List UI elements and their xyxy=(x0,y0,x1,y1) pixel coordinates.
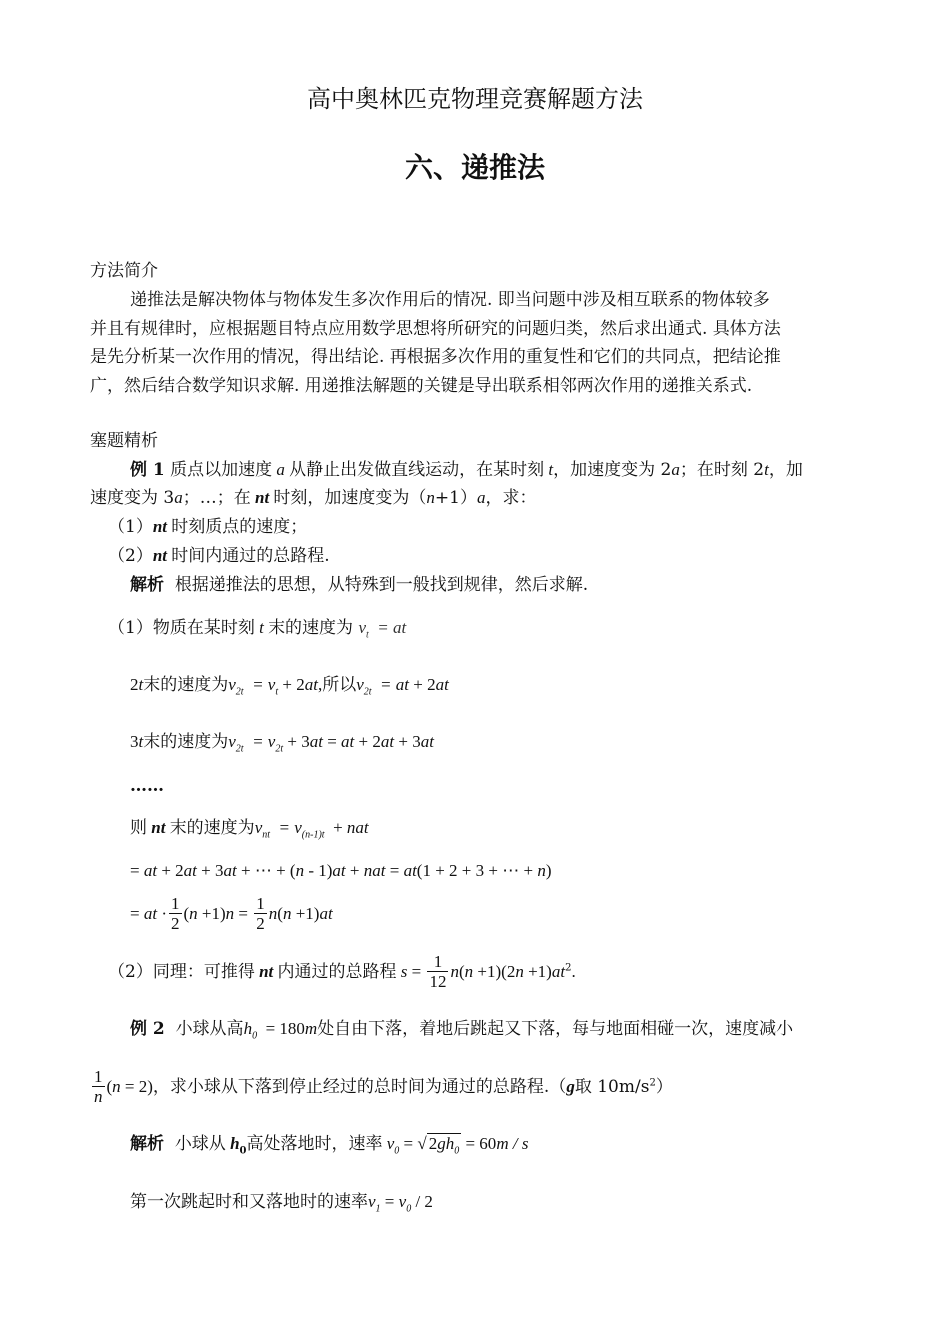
ellipsis: …… xyxy=(130,776,164,796)
question-1: （1）nt 时刻质点的速度； xyxy=(108,517,308,537)
text: 第一次跳起时和又落地时的速率 xyxy=(130,1192,368,1212)
example1-line1: 例 1 质点以加速度 a 从静止出发做直线运动，在某时刻 t，加速度变为 2a；在时刻 2t，加 xyxy=(130,460,803,480)
text: （2） xyxy=(108,546,153,566)
solution-step-1: （1）物质在某时刻 t 末的速度为 $v_t$ = at xyxy=(108,618,407,641)
text: 所以 xyxy=(322,675,357,695)
text: 时刻，加速度变为（ xyxy=(273,488,427,508)
text: （1）物质在某时刻 xyxy=(108,618,255,638)
text: （2）同理：可推得 xyxy=(108,962,255,982)
example-label: 例 2 xyxy=(130,1019,165,1039)
text: 末的速度为 xyxy=(268,618,354,638)
text: （1） xyxy=(108,517,153,537)
text: ，求： xyxy=(485,488,537,508)
text: ；…；在 xyxy=(182,488,251,508)
intro-line: 广，然后结合数学知识求解. 用递推法解题的关键是导出联系相邻两次作用的递推关系式. xyxy=(90,376,753,396)
text: 则 xyxy=(130,818,147,838)
chapter-title: 六、递推法 xyxy=(404,151,545,184)
document-header: 高中奥林匹克物理竞赛解题方法 xyxy=(307,85,643,113)
text: 速度变为 3 xyxy=(90,488,175,508)
intro-heading: 方法简介 xyxy=(90,261,158,281)
text: 小球从 xyxy=(174,1134,226,1154)
solution-step-2: 2t末的速度为$v_{2t} = v_t + 2at$,所以$v_{2t}$ = at + 2at xyxy=(130,675,449,698)
text: 时间内通过的总路程. xyxy=(171,546,330,566)
example2-step: 第一次跳起时和又落地时的速率$v_1 = v_0 / 2$ xyxy=(130,1192,433,1215)
text: 质点以加速度 xyxy=(170,460,273,480)
distance-result: （2）同理：可推得 nt 内通过的总路程 s = $\frac{1}{12}$ $n(n +1)(2n +1)at^2$. xyxy=(108,952,576,991)
example1-line2: 速度变为 3a；…；在 nt 时刻，加速度变为（n+1）a，求： xyxy=(90,488,537,508)
example2-analysis: 解析 小球从 $h_0$高处落地时，速率 $v_0$ = √ $2gh_0 = 60m / s$ xyxy=(130,1134,529,1157)
text: 末的速度为 xyxy=(169,818,255,838)
text: ，加 xyxy=(768,460,803,480)
section-heading: 塞题精析 xyxy=(90,431,158,451)
intro-line: 是先分析某一次作用的情况，得出结论. 再根据多次作用的重复性和它们的共同点，把结论推 xyxy=(90,347,781,367)
text: ，加速度变为 2 xyxy=(553,460,672,480)
text: 取 10m/s xyxy=(574,1077,650,1097)
text: 时刻质点的速度； xyxy=(171,517,308,537)
example2-line2: $\frac{1}{n}$ (n = 2)，求小球从下落到停止经过的总时间为通过的总路程.（g取 $10m/s^2$） xyxy=(94,1067,673,1106)
example-label: 例 1 xyxy=(130,460,165,480)
text: ，求小球从下落到停止经过的总时间为通过的总路程.（ xyxy=(152,1077,567,1097)
analysis-label: 解析 xyxy=(130,575,164,595)
text: ） xyxy=(655,1077,673,1097)
text: 高处落地时，速率 xyxy=(246,1134,383,1154)
text: +1） xyxy=(434,488,477,508)
text: 内通过的总路程 xyxy=(277,962,397,982)
text: 处自由下落，着地后跳起又下落，每与地面相碰一次，速度减小 xyxy=(317,1019,794,1039)
solution-step-3: 3t末的速度为$v_{2t} = v_{2t} + 3at$ = at + 2at + 3at xyxy=(130,732,434,755)
analysis-label: 解析 xyxy=(130,1134,164,1154)
intro-line: 并且有规律时，应根据题目特点应用数学思想将所研究的问题归类，然后求出通式. 具体方法 xyxy=(90,319,781,339)
text: 根据递推法的思想，从特殊到一般找到规律，然后求解. xyxy=(174,575,589,595)
analysis-line xyxy=(130,574,588,596)
text: 从静止出发做直线运动，在某时刻 xyxy=(289,460,545,480)
text: 末的速度为 xyxy=(143,732,229,752)
intro-line: 递推法是解决物体与物体发生多次作用后的情况. 即当问题中涉及相互联系的物体较多 xyxy=(130,290,770,310)
question-2: （2）nt 时间内通过的总路程. xyxy=(108,546,330,566)
sum-expansion: = at + 2at + 3at + ⋯ + (n - 1)at + nat = at(1 + 2 + 3 + ⋯ + n) xyxy=(130,861,552,880)
text: ；在时刻 2 xyxy=(679,460,765,480)
velocity-result: = at · $\frac{1}{2}$ (n +1)n = $\frac{1}{2}$ n(n +1)at xyxy=(130,894,333,933)
example2-line1: 例 2 小球从高$h_0 = 180m$处自由下落，着地后跳起又下落，每与地面相碰一次，速度减小 xyxy=(130,1019,794,1042)
text: 末的速度为 xyxy=(143,675,229,695)
solution-step-n: 则 nt 末的速度为$v_{nt} = v_{(n-1)t}$ + nat xyxy=(130,818,369,841)
text: 小球从高 xyxy=(175,1019,244,1039)
